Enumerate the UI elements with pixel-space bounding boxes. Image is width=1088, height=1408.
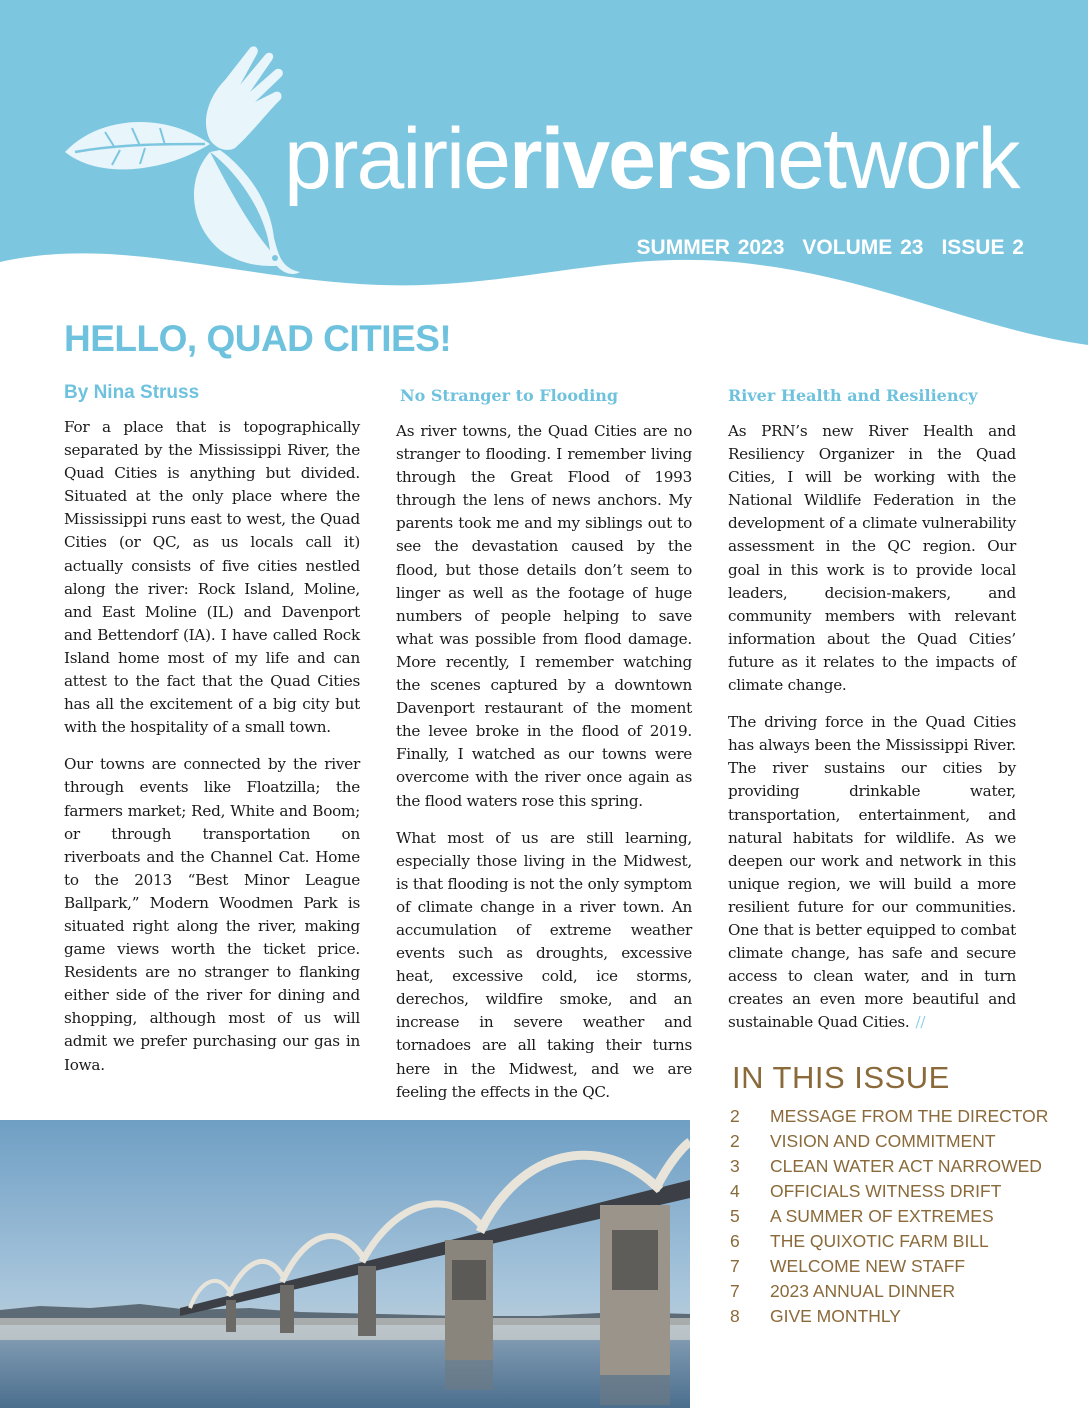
col3-paragraph-2-text: The driving force in the Quad Cities has always been the Mississippi River. The river sustains our cities by providing drinkable water, transportation, entertainment, and natural habitats for wildlife. As we deepen our work and network in this unique region, we will build a more resilient future for our communities. One that is better equipped to combat climate change, has safe and secure access to clean water, and in turn creates an even more beautiful and sustainable Quad Cities.	[728, 713, 1016, 1032]
in-this-issue	[730, 1060, 1060, 1329]
col1-paragraph-2: Our towns are connected by the river through events like Floatzilla; the farmers market; Red, White and Boom; or through transportation on riverboats and the Channel Cat. Home to the 2013 “Best Minor League Ballpark,” Modern Woodmen Park is situated right along the river, making game views worth the ticket price. Residents are no stranger to flanking either side of the river for dining and shopping, although most of us will admit we prefer purchasing our gas in Iowa.	[64, 755, 360, 1074]
toc-item[interactable]	[730, 1179, 1060, 1204]
toc-page: 3	[730, 1156, 740, 1176]
toc-page: 2	[730, 1106, 740, 1126]
toc-label: MESSAGE FROM THE DIRECTOR	[770, 1106, 1049, 1126]
col2-subhead: No Stranger to Flooding	[400, 386, 619, 405]
brand-name-part2: rivers	[508, 111, 732, 207]
brand-name-part3: network	[731, 111, 1019, 207]
toc-page: 7	[730, 1281, 740, 1301]
issue-volume: VOLUME 23	[802, 236, 924, 259]
issue-season: SUMMER 2023	[636, 236, 785, 259]
toc-item[interactable]	[730, 1204, 1060, 1229]
toc-item[interactable]	[730, 1129, 1060, 1154]
toc-page: 5	[730, 1206, 740, 1226]
article-byline: By Nina Struss	[64, 382, 200, 403]
toc-label: CLEAN WATER ACT NARROWED	[770, 1156, 1042, 1176]
toc-page: 8	[730, 1306, 740, 1326]
toc-label: WELCOME NEW STAFF	[770, 1256, 966, 1276]
toc-item[interactable]	[730, 1154, 1060, 1179]
article-column-2	[396, 382, 692, 1118]
toc-page: 4	[730, 1181, 740, 1201]
end-mark: //	[915, 1013, 926, 1032]
col3-subhead: River Health and Resiliency	[728, 386, 978, 405]
toc-item[interactable]	[730, 1304, 1060, 1329]
issue-info	[637, 236, 1024, 260]
masthead	[0, 0, 1088, 360]
toc-page: 2	[730, 1131, 740, 1151]
hand-leaf-fish-icon	[60, 40, 310, 290]
toc-item[interactable]	[730, 1254, 1060, 1279]
col2-paragraph-1: As river towns, the Quad Cities are no stranger to flooding. I remember living through the Great Flood of 1993 through the lens of news anchors. My parents took me and my siblings out to see the devastation caused by the flood, but those details don’t seem to linger as well as the footage of huge numbers of people helping to save what was possible from flood damage. More recently, I remember watching the scenes captured by a downtown Davenport restaurant of the moment the levee broke in the flood of 2019. Finally, I watched as our towns were overcome with the river once again as the flood waters rose this spring.	[396, 422, 692, 810]
toc-label: 2023 ANNUAL DINNER	[770, 1281, 956, 1301]
toc-item[interactable]	[730, 1104, 1060, 1129]
toc-page: 7	[730, 1256, 740, 1276]
brand-wordmark	[284, 110, 1018, 209]
toc-label: A SUMMER OF EXTREMES	[770, 1206, 994, 1226]
issue-number: ISSUE 2	[941, 236, 1024, 259]
toc-title: IN THIS ISSUE	[732, 1060, 950, 1095]
col3-paragraph-1: As PRN’s new River Health and Resiliency Organizer in the Quad Cities, I will be working with the National Wildlife Federation in the development of a climate vulnerability assessment in the QC region. Our goal in this work is to provide local leaders, decision-makers, and community members with relevant information about the Quad Cities’ future as it relates to the impacts of climate change.	[728, 422, 1016, 695]
article-column-3	[728, 382, 1016, 1048]
arched-bridge-over-river-photo	[0, 1120, 690, 1408]
col3-paragraph-2	[728, 711, 1016, 1034]
toc-item[interactable]	[730, 1279, 1060, 1304]
toc-item[interactable]	[730, 1229, 1060, 1254]
toc-label: GIVE MONTHLY	[770, 1306, 901, 1326]
toc-label: THE QUIXOTIC FARM BILL	[770, 1231, 989, 1251]
col2-paragraph-2: What most of us are still learning, especially those living in the Midwest, is that flooding is not the only symptom of climate change in a river town. An accumulation of extreme weather events such as droughts, excessive heat, excessive cold, ice storms, derechos, wildfire smoke, and an increase in severe weather and tornadoes are all taking their turns here in the Midwest, and we are feeling the effects in the QC.	[396, 828, 692, 1101]
toc-page: 6	[730, 1231, 740, 1251]
article-column-1	[64, 382, 360, 1091]
brand-name-part1: prairie	[284, 111, 509, 207]
toc-label: OFFICIALS WITNESS DRIFT	[770, 1181, 1002, 1201]
article-headline: HELLO, QUAD CITIES!	[64, 318, 452, 359]
col1-paragraph-1: For a place that is topographically separated by the Mississippi River, the Quad Cities is anything but divided. Situated at the only place where the Mississippi runs east to west, the Quad Cities (or QC, as us locals call it) actually consists of five cities nestled along the river: Rock Island, Moline, and East Moline (IL) and Davenport and Bettendorf (IA). I have called Rock Island home most of my life and can attest to the fact that the Quad Cities has all the excitement of a big city but with the hospitality of a small town.	[64, 418, 360, 737]
toc-label: VISION AND COMMITMENT	[770, 1131, 996, 1151]
